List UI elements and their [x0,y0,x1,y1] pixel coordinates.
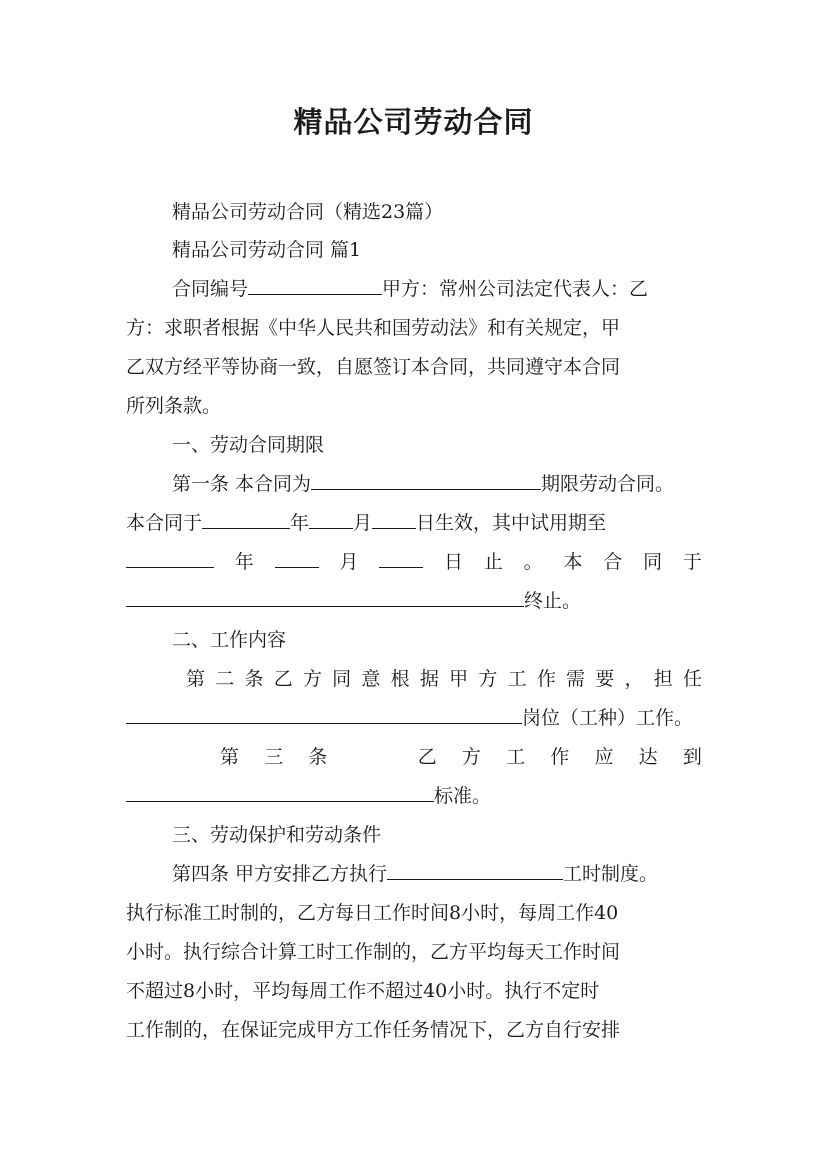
blank-field [275,549,319,568]
paragraph-line [126,783,702,809]
paragraph-line: 执行标准工时制的，乙方每日工作时间8小时，每周工作40 [126,902,619,924]
text-segment: 需 [566,668,586,690]
paragraph-line: 所列条款。 [126,395,222,417]
text-segment: 达 [638,746,658,768]
text-segment: 作 [536,668,556,690]
blank-field [379,549,423,568]
text-segment: 月 [353,512,373,534]
text-segment: 期限劳动合同。 [541,473,675,495]
text-segment: 任 [682,668,702,690]
text-segment: 岗位（工种）工作。 [522,707,694,729]
text-segment: 工时制度。 [563,863,659,885]
paragraph-line: 小时。执行综合计算工时工作制的，乙方平均每天工作时间 [126,941,621,963]
blank-field [126,705,522,724]
section-heading: 精品公司劳动合同 篇1 [172,239,362,261]
text-segment: 甲方：常州公司法定代表人：乙 [382,278,649,300]
paragraph-line [172,471,702,497]
text-segment: 本 [563,551,583,573]
text-segment: 本合同于 [126,512,203,534]
document-title: 精品公司劳动合同 [293,105,534,139]
blank-field [126,783,434,802]
section-heading: 二、工作内容 [172,629,287,651]
text-segment: 要 [595,668,615,690]
text-segment: 同 [643,551,663,573]
paragraph-line [126,705,702,731]
paragraph-line [172,861,702,887]
text-segment: 月 [339,551,359,573]
text-segment: 二 [215,668,235,690]
text-segment: 合同编号 [172,278,249,300]
text-segment: 作 [550,746,570,768]
text-segment: 于 [682,551,702,573]
blank-field [126,588,524,607]
section-heading: 三、劳动保护和劳动条件 [172,824,382,846]
paragraph-line: 乙双方经平等协商一致，自愿签订本合同，共同遵守本合同 [126,356,621,378]
text-segment: 方 [302,668,322,690]
section-heading: 一、劳动合同期限 [172,434,325,456]
text-segment: 甲 [449,668,469,690]
text-segment: 根 [390,668,410,690]
text-segment: 担 [653,668,673,690]
text-segment: ， [624,668,644,690]
text-segment: 日生效，其中试用期至 [416,512,607,534]
paragraph-line: 不超过8小时，平均每周工作不超过40小时。执行不定时 [126,980,600,1002]
paragraph-line [126,510,702,536]
text-segment: 标准。 [434,785,492,807]
paragraph-line [220,744,702,770]
text-segment: 据 [419,668,439,690]
text-segment: 条 [308,746,328,768]
text-segment: 方 [461,746,481,768]
paragraph-line [186,666,702,692]
text-segment: 第 [220,746,240,768]
text-segment: 条 [244,668,264,690]
paragraph-line [126,588,702,614]
blank-field [309,510,353,529]
paragraph-line [172,276,702,302]
text-segment: 乙 [417,746,437,768]
subtitle: 精品公司劳动合同（精选23篇） [172,201,444,223]
blank-field [311,471,541,490]
text-segment: 年 [234,551,254,573]
paragraph-line: 方：求职者根据《中华人民共和国劳动法》和有关规定，甲 [126,317,621,339]
text-segment: 三 [264,746,284,768]
blank-field [372,510,416,529]
text-segment: 。 [523,551,543,573]
text-segment: 意 [361,668,381,690]
text-segment: 到 [682,746,702,768]
text-segment: 应 [594,746,614,768]
blank-field [202,510,290,529]
text-segment: 终止。 [524,590,582,612]
text-segment: 止 [483,551,503,573]
blank-field [126,549,214,568]
text-segment: 年 [290,512,310,534]
text-segment: 工 [506,746,526,768]
paragraph-line: 工作制的，在保证完成甲方工作任务情况下，乙方自行安排 [126,1019,621,1041]
text-segment: 合 [603,551,623,573]
text-segment: 第一条 本合同为 [172,473,312,495]
text-segment: 乙 [273,668,293,690]
text-segment: 日 [444,551,464,573]
text-segment: 同 [332,668,352,690]
text-segment: 第四条 甲方安排乙方执行 [172,863,388,885]
text-segment: 工 [507,668,527,690]
blank-field [387,861,563,880]
text-segment: 方 [478,668,498,690]
text-segment: 第 [186,668,206,690]
blank-field [248,276,382,295]
paragraph-line [126,549,702,575]
